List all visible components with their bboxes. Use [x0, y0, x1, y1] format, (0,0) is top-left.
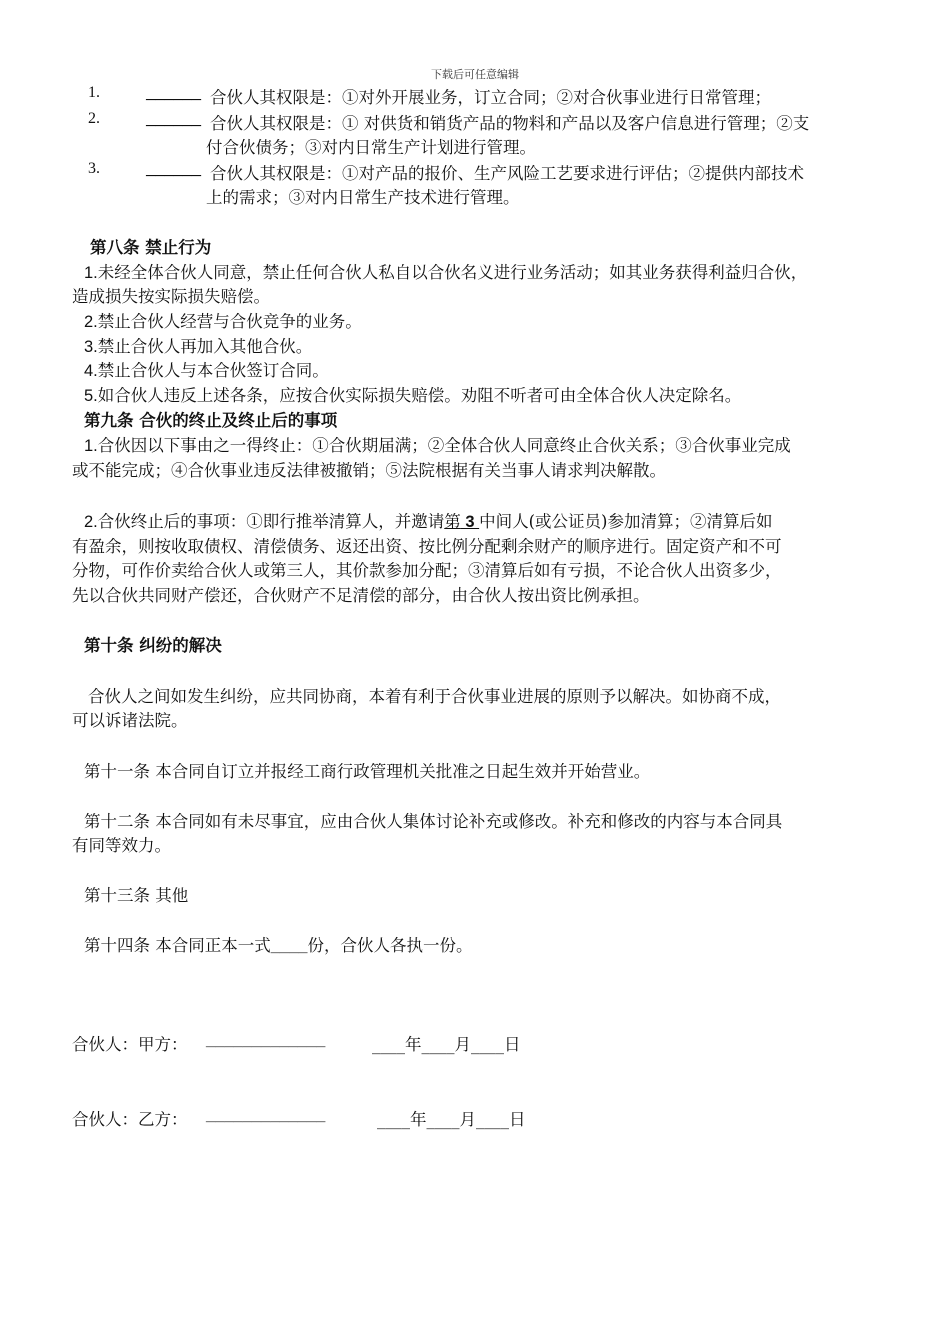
date-field: ____年____月____日	[377, 1110, 526, 1129]
article-13: 第十三条 其他	[84, 886, 189, 905]
paragraph: 4.禁止合伙人与本合伙签订合同。	[84, 361, 329, 380]
article-14: 第十四条 本合同正本一式____份，合伙人各执一份。	[84, 936, 473, 955]
paragraph: 1.合伙因以下事由之一得终止：①合伙期届满；②全体合伙人同意终止合伙关系；③合伙事业完成	[84, 436, 791, 455]
signature-blank: _____________	[206, 1106, 326, 1124]
paragraph-cont: 分物，可作价卖给合伙人或第三人，其价款参加分配；③清算后如有亏损，不论合伙人出资多少，	[72, 561, 782, 580]
paragraph-cont: 或不能完成；④合伙事业违反法律被撤销；⑤法院根据有关当事人请求判决解散。	[72, 461, 666, 480]
paragraph-cont: 先以合伙共同财产偿还，合伙财产不足清偿的部分，由合伙人按出资比例承担。	[72, 586, 650, 605]
paragraph-cont: 有盈余，则按收取债权、清偿债务、返还出资、按比例分配剩余财产的顺序进行。固定资产和不可	[72, 537, 782, 556]
list-text: 合伙人其权限是：① 对供货和销货产品的物料和产品以及客户信息进行管理；②支	[210, 114, 810, 133]
blank-field: ______	[146, 84, 202, 102]
article-11: 第十一条 本合同自订立并报经工商行政管理机关批准之日起生效并开始营业。	[84, 762, 651, 781]
article-10-title: 第十条 纠纷的解决	[84, 636, 222, 655]
copies-blank: ____	[270, 937, 308, 955]
list-text-cont: 付合伙债务；③对内日常生产计划进行管理。	[206, 138, 536, 157]
paragraph: 合伙人之间如发生纠纷，应共同协商，本着有利于合伙事业进展的原则予以解决。如协商不成，	[88, 687, 781, 706]
list-text: 合伙人其权限是：①对外开展业务，订立合同；②对合伙事业进行日常管理；	[210, 88, 771, 107]
list-text: 合伙人其权限是：①对产品的报价、生产风险工艺要求进行评估；②提供内部技术	[210, 164, 804, 183]
date-field: ____年____月____日	[372, 1035, 521, 1054]
paragraph: 2.禁止合伙人经营与合伙竞争的业务。	[84, 312, 362, 331]
blank-field: ______	[146, 110, 202, 128]
paragraph: 2.合伙终止后的事项：①即行推举清算人，并邀请第 3 中间人(或公证员)参加清算；②清算后如	[84, 512, 773, 531]
signature-blank: _____________	[206, 1031, 326, 1049]
article-12: 第十二条 本合同如有未尽事宜，应由合伙人集体讨论补充或修改。补充和修改的内容与本合同具	[84, 812, 783, 831]
paragraph: 1.未经全体合伙人同意，禁止任何合伙人私自以合伙名义进行业务活动；如其业务获得利益归合伙，	[84, 263, 808, 282]
paragraph-cont: 可以诉诸法院。	[72, 711, 188, 730]
paragraph: 5.如合伙人违反上述各条，应按合伙实际损失赔偿。劝阻不听者可由全体合伙人决定除名。	[84, 386, 742, 405]
list-text-cont: 上的需求；③对内日常生产技术进行管理。	[206, 188, 520, 207]
page-header: 下载后可任意编辑	[431, 68, 519, 81]
list-number: 3.	[88, 160, 100, 177]
signature-label: 合伙人：乙方：	[72, 1110, 188, 1129]
signature-label: 合伙人：甲方：	[72, 1035, 188, 1054]
article-12-cont: 有同等效力。	[72, 836, 171, 855]
list-number: 1.	[88, 84, 100, 101]
paragraph-cont: 造成损失按实际损失赔偿。	[72, 287, 270, 306]
blank-field: ______	[146, 160, 202, 178]
list-number: 2.	[88, 110, 100, 127]
paragraph: 3.禁止合伙人再加入其他合伙。	[84, 337, 313, 356]
article-8-title: 第八条 禁止行为	[90, 238, 212, 257]
article-9-title: 第九条 合伙的终止及终止后的事项	[84, 411, 338, 430]
